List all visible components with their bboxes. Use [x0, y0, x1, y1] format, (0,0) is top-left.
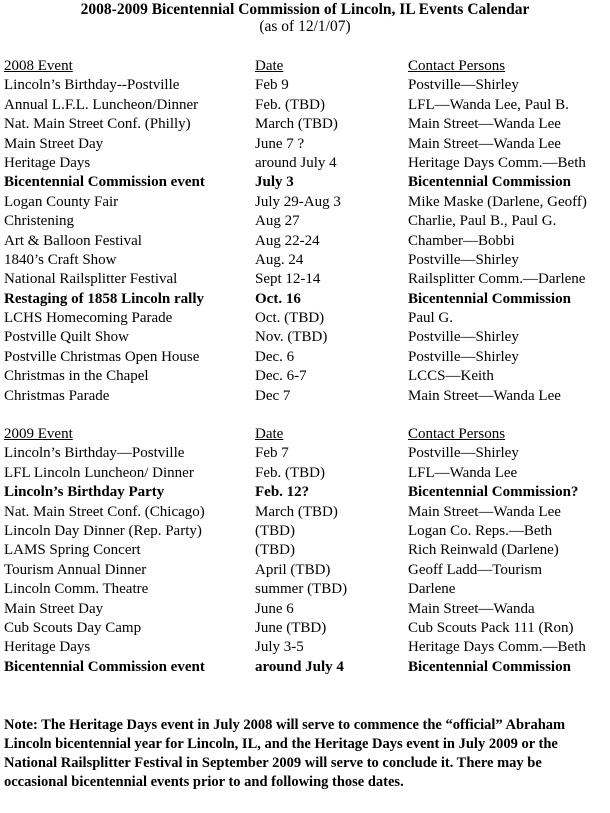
event-contact: Chamber—Bobbi	[408, 232, 515, 249]
event-row	[4, 212, 610, 231]
event-contact: Bicentennial Commission	[408, 658, 571, 675]
event-name: LFL Lincoln Luncheon/ Dinner	[4, 464, 194, 481]
event-name: Christmas in the Chapel	[4, 368, 149, 385]
event-row	[4, 232, 610, 251]
contact-column-header: Contact Persons	[408, 58, 506, 74]
event-row	[4, 328, 610, 347]
date-column-header: Date	[255, 58, 284, 74]
event-row	[4, 348, 610, 367]
event-contact: Main Street—Wanda Lee	[408, 116, 561, 133]
event-date: Aug 22-24	[255, 232, 320, 249]
event-date: Sept 12-14	[255, 271, 321, 288]
event-contact: Rich Reinwald (Darlene)	[408, 542, 559, 559]
event-contact: Logan Co. Reps.—Beth	[408, 522, 553, 539]
event-name: Tourism Annual Dinner	[4, 561, 147, 578]
event-contact: Postville—Shirley	[408, 251, 519, 268]
event-date: around July 4	[255, 658, 344, 675]
event-name: Logan County Fair	[4, 193, 119, 210]
event-date: March (TBD)	[255, 503, 338, 520]
event-name: Postville Christmas Open House	[4, 348, 200, 365]
event-contact: Heritage Days Comm.—Beth	[408, 639, 586, 656]
event-date: March (TBD)	[255, 116, 338, 133]
event-date: Feb. 12?	[255, 484, 310, 501]
event-date: Dec. 6	[255, 348, 295, 365]
event-contact: Main Street—Wanda Lee	[408, 503, 561, 520]
event-contact: Main Street—Wanda Lee	[408, 135, 561, 152]
section-2008	[4, 57, 610, 406]
event-name: Main Street Day	[4, 600, 104, 617]
event-contact: Bicentennial Commission?	[408, 484, 579, 501]
event-date: July 3-5	[255, 639, 304, 656]
event-row	[4, 541, 610, 560]
event-row	[4, 309, 610, 328]
section-header	[4, 425, 610, 444]
event-contact: Main Street—Wanda	[408, 600, 535, 617]
event-contact: Postville—Shirley	[408, 329, 519, 346]
event-contact: Postville—Shirley	[408, 445, 519, 462]
event-name: Lincoln’s Birthday--Postville	[4, 77, 180, 94]
event-row	[4, 290, 610, 309]
event-row	[4, 444, 610, 463]
event-name: Annual L.F.L. Luncheon/Dinner	[4, 96, 199, 113]
event-name: Cub Scouts Day Camp	[4, 619, 142, 636]
event-row	[4, 483, 610, 502]
event-contact: Bicentennial Commission	[408, 174, 571, 191]
event-contact: Charlie, Paul B., Paul G.	[408, 213, 557, 230]
event-contact: Geoff Ladd—Tourism	[408, 561, 543, 578]
event-contact: Railsplitter Comm.—Darlene	[408, 271, 586, 288]
event-name: Nat. Main Street Conf. (Philly)	[4, 116, 191, 133]
event-row	[4, 76, 610, 95]
event-row	[4, 270, 610, 289]
event-row	[4, 193, 610, 212]
event-name: Bicentennial Commission event	[4, 174, 205, 191]
event-row	[4, 173, 610, 192]
event-contact: Paul G.	[408, 310, 453, 327]
event-contact: Postville—Shirley	[408, 348, 519, 365]
event-date: Oct. 16	[255, 290, 301, 307]
document-subtitle: (as of 12/1/07)	[259, 18, 351, 35]
event-date: Aug 27	[255, 213, 300, 230]
event-date: Oct. (TBD)	[255, 310, 325, 327]
event-name: Heritage Days	[4, 154, 91, 171]
event-column-header: 2008 Event	[4, 58, 73, 74]
event-contact: Postville—Shirley	[408, 77, 519, 94]
document-title: 2008-2009 Bicentennial Commission of Lincoln, IL Events Calendar	[80, 1, 530, 18]
event-name: Lincoln Comm. Theatre	[4, 581, 149, 598]
event-contact: Cub Scouts Pack 111 (Ron)	[408, 619, 574, 636]
event-contact: Heritage Days Comm.—Beth	[408, 154, 586, 171]
event-row	[4, 658, 610, 677]
event-name: Lincoln Day Dinner (Rep. Party)	[4, 522, 202, 539]
event-date: (TBD)	[255, 522, 295, 539]
event-date: around July 4	[255, 154, 337, 171]
event-date: June 6	[255, 600, 294, 617]
section-2009	[4, 425, 610, 677]
event-row	[4, 464, 610, 483]
event-date: Dec 7	[255, 387, 291, 404]
event-date: Nov. (TBD)	[255, 329, 328, 346]
event-row	[4, 96, 610, 115]
event-contact: Main Street—Wanda Lee	[408, 387, 561, 404]
event-row	[4, 503, 610, 522]
event-name: Heritage Days	[4, 639, 91, 656]
event-row	[4, 251, 610, 270]
event-row	[4, 619, 610, 638]
event-name: Nat. Main Street Conf. (Chicago)	[4, 503, 205, 520]
event-row	[4, 135, 610, 154]
event-date: July 29-Aug 3	[255, 193, 341, 210]
event-row	[4, 580, 610, 599]
event-date: Aug. 24	[255, 251, 304, 268]
event-name: Christmas Parade	[4, 387, 110, 404]
event-date: June 7 ?	[255, 135, 305, 152]
event-name: National Railsplitter Festival	[4, 271, 178, 288]
section-header	[4, 57, 610, 76]
event-name: Art & Balloon Festival	[4, 232, 142, 249]
event-contact: LCCS—Keith	[408, 368, 494, 385]
event-date: July 3	[255, 174, 294, 191]
event-date: April (TBD)	[255, 561, 331, 578]
event-row	[4, 387, 610, 406]
event-name: Restaging of 1858 Lincoln rally	[4, 290, 205, 307]
date-column-header: Date	[255, 426, 284, 442]
event-name: LCHS Homecoming Parade	[4, 310, 173, 327]
event-contact: Mike Maske (Darlene, Geoff)	[408, 193, 587, 210]
footer-note: Note: The Heritage Days event in July 2008 will serve to commence the “official” Abraham Lincoln bicentennial year for Lincoln, IL, and the Heritage Days event in July 2009 or the National Railsplitter Festival in September 2009 will serve to conclude it. There may be occasional bicentennial events prior to and following those dates.	[4, 717, 566, 790]
event-row	[4, 600, 610, 619]
event-row	[4, 367, 610, 386]
event-name: 1840’s Craft Show	[4, 251, 117, 268]
event-date: Feb 9	[255, 77, 289, 94]
event-date: June (TBD)	[255, 619, 327, 636]
event-name: Main Street Day	[4, 135, 104, 152]
event-row	[4, 561, 610, 580]
event-contact: LFL—Wanda Lee	[408, 464, 518, 481]
event-date: (TBD)	[255, 542, 295, 559]
event-row	[4, 638, 610, 657]
event-date: Feb. (TBD)	[255, 96, 325, 113]
event-row	[4, 154, 610, 173]
event-date: Feb. (TBD)	[255, 464, 325, 481]
event-contact: Darlene	[408, 581, 456, 598]
event-date: summer (TBD)	[255, 581, 348, 598]
event-row	[4, 522, 610, 541]
event-column-header: 2009 Event	[4, 426, 73, 442]
event-name: Lincoln’s Birthday—Postville	[4, 445, 185, 462]
event-date: Feb 7	[255, 445, 289, 462]
event-name: Bicentennial Commission event	[4, 658, 205, 675]
event-contact: LFL—Wanda Lee, Paul B.	[408, 96, 569, 113]
event-name: Postville Quilt Show	[4, 329, 130, 346]
contact-column-header: Contact Persons	[408, 426, 506, 442]
event-row	[4, 115, 610, 134]
event-name: Christening	[4, 213, 74, 230]
event-name: Lincoln’s Birthday Party	[4, 484, 165, 501]
event-date: Dec. 6-7	[255, 368, 307, 385]
event-contact: Bicentennial Commission	[408, 290, 571, 307]
event-name: LAMS Spring Concert	[4, 542, 141, 559]
